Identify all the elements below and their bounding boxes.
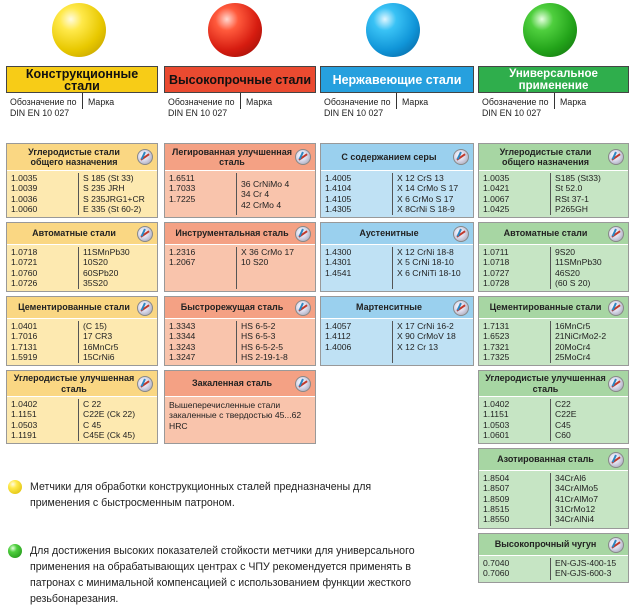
yellow-ball-icon — [52, 3, 106, 57]
designation-header — [164, 93, 316, 143]
section-title: Углеродистые стали общего назначения — [7, 144, 157, 171]
note-text: Для достижения высоких показателей стойкости метчики для универсального применения на обрабатывающих центрах с ЧПУ рекомендуется применять в патронах с минимальной компенсацией с использованием функции жесткого резьбонарезания. — [30, 545, 415, 605]
designation-codes: 1.0401 1.7016 1.7131 1.5919 — [7, 321, 79, 363]
section-title: Быстрорежущая сталь — [165, 297, 315, 319]
column-high-strength-steel — [164, 66, 316, 444]
designation-codes: 1.0402 1.1151 1.0503 1.0601 — [479, 399, 551, 441]
section-body — [479, 556, 628, 582]
section-title: Углеродистые стали общего назначения — [479, 144, 628, 171]
tool-icon — [295, 300, 311, 316]
green-dot-icon — [8, 544, 22, 558]
tool-icon — [295, 149, 311, 165]
section-carbon-tempered — [6, 370, 158, 444]
grade-list: C 22 C22E (Ck 22) C 45 C45E (Ck 45) — [83, 399, 136, 440]
divider — [554, 93, 555, 109]
tool-icon — [295, 226, 311, 242]
section-title: Закаленная сталь — [165, 371, 315, 397]
designation-header — [320, 93, 474, 143]
designation-codes: 1.4005 1.4104 1.4105 1.4305 — [321, 173, 393, 215]
section-body — [321, 245, 473, 291]
section-title: Углеродистые улучшенная сталь — [7, 371, 157, 397]
section-title: С содержанием серы — [321, 144, 473, 171]
divider — [396, 93, 397, 109]
column-title: Универсальное применение — [478, 66, 629, 93]
section-title: Автоматные стали — [479, 223, 628, 245]
section-title: Цементированные стали — [479, 297, 628, 319]
designation-codes: 1.6511 1.7033 1.7225 — [165, 173, 237, 215]
grade-list: X 12 CrS 13 X 14 CrMo S 17 X 6 CrMo S 17 X 8CrNi S 18-9 — [397, 173, 459, 214]
tool-icon — [608, 226, 624, 242]
grade-list: 34CrAl6 34CrAlMo5 41CrAlMo7 31CrMo12 34CrAlNi4 — [555, 473, 598, 525]
tool-icon — [137, 226, 153, 242]
column-universal — [478, 66, 629, 583]
section-title: Углеродистые улучшенная сталь — [479, 371, 628, 397]
section-carbon-tempered — [478, 370, 629, 444]
tool-icon — [608, 376, 624, 392]
section-case-hardening — [478, 296, 629, 366]
designation-header — [6, 93, 158, 143]
designation-codes: 1.0711 1.0718 1.0727 1.0728 — [479, 247, 551, 289]
designation-codes: 1.4300 1.4301 1.4541 — [321, 247, 393, 289]
tool-icon — [608, 537, 624, 553]
green-ball-icon — [523, 3, 577, 57]
designation-label: Обозначение по DIN EN 10 027 — [168, 97, 235, 118]
designation-codes: 1.0035 1.0039 1.0036 1.0060 — [7, 173, 79, 215]
grade-list: EN-GJS-400-15 EN-GJS-600-3 — [555, 558, 617, 579]
section-free-cutting — [6, 222, 158, 292]
yellow-dot-icon — [8, 480, 22, 494]
tool-icon — [608, 452, 624, 468]
section-body — [479, 471, 628, 528]
grade-list: HS 6-5-2 HS 6-5-3 HS 6-5-2-5 HS 2-19-1-8 — [241, 321, 288, 362]
section-carbon-general — [6, 143, 158, 218]
section-title: Мартенситные — [321, 297, 473, 319]
section-ductile-iron — [478, 533, 629, 583]
section-body — [7, 245, 157, 291]
tool-icon — [453, 226, 469, 242]
section-title: Цементированные стали — [7, 297, 157, 319]
grade-list: (C 15) 17 CR3 16MnCr5 15CrNi6 — [83, 321, 119, 362]
section-body: Вышеперечисленные стали закаленные с твердостью 45...62 HRC — [169, 400, 302, 431]
designation-label: Обозначение по DIN EN 10 027 — [10, 97, 77, 118]
designation-codes: 1.7131 1.6523 1.7321 1.7325 — [479, 321, 551, 363]
designation-codes: 1.4057 1.4112 1.4006 — [321, 321, 393, 363]
tool-icon — [295, 376, 311, 392]
note-text: Метчики для обработки конструкционных сталей предназначены для применения с быстросменным патроном. — [30, 481, 372, 509]
column-stainless-steel — [320, 66, 474, 366]
section-body — [479, 397, 628, 443]
tool-icon — [608, 300, 624, 316]
grade-list: X 17 CrNi 16-2 X 90 CrMoV 18 X 12 Cr 13 — [397, 321, 456, 352]
tool-icon — [137, 149, 153, 165]
section-austenitic — [320, 222, 474, 292]
grade-label: Марка — [246, 97, 273, 107]
grade-list: 36 CrNiMo 4 34 Cr 4 42 CrMo 4 — [241, 179, 290, 210]
column-title: Конструкционные стали — [6, 66, 158, 93]
tool-icon — [453, 300, 469, 316]
column-structural-steel — [6, 66, 158, 444]
section-nitriding — [478, 448, 629, 529]
section-hardened — [164, 370, 316, 444]
grade-label: Марка — [88, 97, 115, 107]
designation-codes: 0.7040 0.7060 — [479, 558, 551, 580]
designation-label: Обозначение по DIN EN 10 027 — [324, 97, 391, 118]
section-tool-steel — [164, 222, 316, 292]
section-body — [165, 245, 315, 291]
section-title: Высокопрочный чугун — [479, 534, 628, 556]
section-title: Азотированная сталь — [479, 449, 628, 471]
section-title: Аустенитные — [321, 223, 473, 245]
tool-icon — [608, 149, 624, 165]
section-title: Легированная улучшенная сталь — [165, 144, 315, 171]
column-title: Нержавеющие стали — [320, 66, 474, 93]
grade-list: S 185 (St 33) S 235 JRH S 235JRG1+CR E 335 (St 60-2) — [83, 173, 145, 214]
section-body — [7, 319, 157, 365]
column-title: Высокопрочные стали — [164, 66, 316, 93]
divider — [240, 93, 241, 109]
tool-icon — [453, 149, 469, 165]
designation-codes: 1.2316 1.2067 — [165, 247, 237, 289]
grade-list: 16MnCr5 21NiCrMo2-2 20MoCr4 25MoCr4 — [555, 321, 607, 362]
section-body — [7, 171, 157, 217]
blue-ball-icon — [366, 3, 420, 57]
red-ball-icon — [208, 3, 262, 57]
section-martensitic — [320, 296, 474, 366]
grade-label: Марка — [402, 97, 429, 107]
section-title: Автоматные стали — [7, 223, 157, 245]
designation-label: Обозначение по DIN EN 10 027 — [482, 97, 549, 118]
section-free-cutting — [478, 222, 629, 292]
designation-codes: 1.0402 1.1151 1.0503 1.1191 — [7, 399, 79, 441]
section-body — [479, 171, 628, 217]
section-body — [321, 171, 473, 217]
section-body — [165, 171, 315, 217]
grade-label: Марка — [560, 97, 587, 107]
tool-icon — [137, 300, 153, 316]
section-body — [321, 319, 473, 365]
designation-codes: 1.3343 1.3344 1.3243 1.3247 — [165, 321, 237, 363]
section-sulfur — [320, 143, 474, 218]
designation-codes: 1.0035 1.0421 1.0067 1.0425 — [479, 173, 551, 215]
section-carbon-general — [478, 143, 629, 218]
grade-list: 9S20 11SMnPb30 46S20 (60 S 20) — [555, 247, 602, 288]
grade-list: 11SMnPb30 10S20 60SPb20 35S20 — [83, 247, 130, 288]
section-body — [165, 319, 315, 365]
section-body — [479, 319, 628, 365]
section-high-speed — [164, 296, 316, 366]
grade-list: C22 C22E C45 C60 — [555, 399, 577, 440]
section-title: Инструментальная сталь — [165, 223, 315, 245]
section-alloy-tempered — [164, 143, 316, 218]
section-body — [7, 397, 157, 443]
tool-icon — [137, 376, 153, 392]
designation-header — [478, 93, 629, 143]
designation-codes: 1.8504 1.8507 1.8509 1.8515 1.8550 — [479, 473, 551, 526]
section-case-hardening — [6, 296, 158, 366]
grade-list: X 36 CrMo 17 10 S20 — [241, 247, 295, 268]
divider — [82, 93, 83, 109]
designation-codes: 1.0718 1.0721 1.0760 1.0726 — [7, 247, 79, 289]
grade-list: S185 (St33) St 52.0 RSt 37-1 P265GH — [555, 173, 601, 214]
section-body — [479, 245, 628, 291]
grade-list: X 12 CrNi 18-8 X 5 CrNi 18-10 X 6 CrNiTi 18-10 — [397, 247, 461, 278]
